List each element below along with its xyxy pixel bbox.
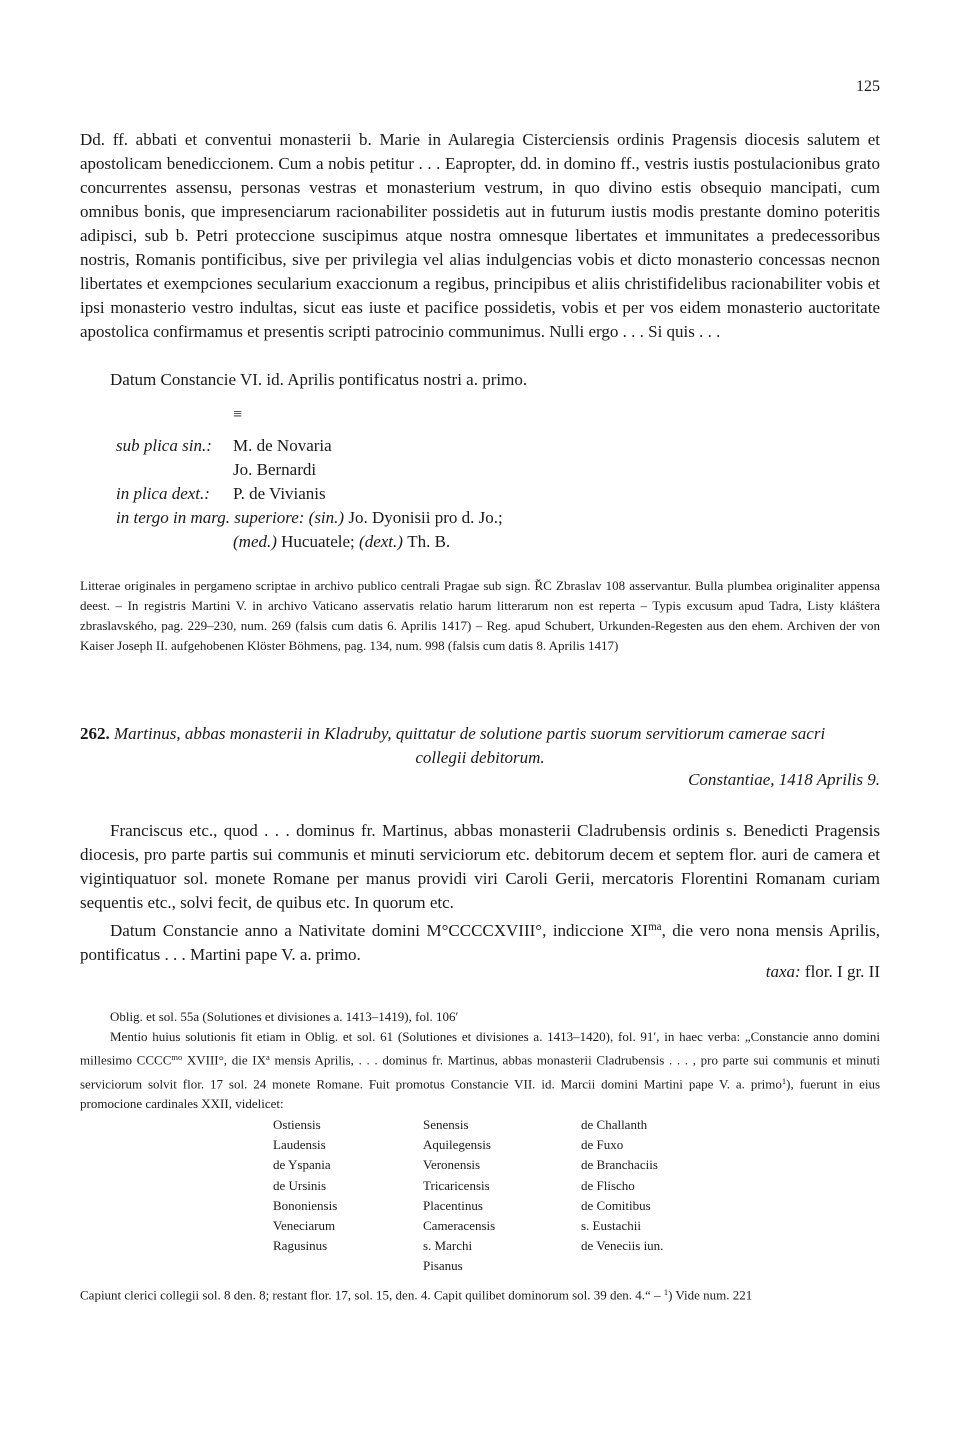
- cardinal-name: de Veneciis iun.: [581, 1238, 664, 1254]
- plica-value: P. de Vivianis: [233, 484, 326, 503]
- document-title: Martinus, abbas monasterii in Kladruby, quittatur de solutione partis suorum servitiorum camerae sacri: [114, 724, 826, 743]
- taxa-value: flor. I gr. II: [804, 962, 880, 981]
- cardinal-name: Aquilegensis: [423, 1137, 491, 1153]
- plica-value: M. de Novaria: [233, 436, 332, 455]
- equivalence-mark: ≡: [233, 406, 243, 423]
- plica-label: in tergo in marg. superiore: (sin.): [116, 508, 345, 527]
- plica-row: [116, 458, 503, 482]
- cardinal-name: s. Eustachii: [581, 1218, 641, 1234]
- page-number: 125: [856, 78, 880, 95]
- cardinal-name: de Flischo: [581, 1177, 635, 1193]
- cardinal-name: Veronensis: [423, 1157, 481, 1173]
- doc2-heading: [80, 722, 880, 770]
- cardinal-name: Bononiensis: [273, 1197, 338, 1213]
- cardinal-name: Cameracensis: [423, 1218, 496, 1234]
- taxa-label: taxa:: [765, 962, 801, 981]
- doc1-paragraph-2: Datum Constancie VI. id. Aprilis pontificatus nostri a. primo.: [110, 370, 528, 389]
- cardinal-name: de Fuxo: [581, 1137, 624, 1153]
- cardinal-name: de Ursinis: [273, 1177, 327, 1193]
- page: [80, 0, 880, 1447]
- plica-label: in plica dext.:: [116, 484, 210, 503]
- doc1-paragraph-1: Dd. ff. abbati et conventui monasterii b. Marie in Aularegia Cisterciensis ordinis Pragensis diocesis salutem et apostolicam benediccionem. Cum a nobis petitur . . . Eapropter, dd. in domino ff., vestris iustis postulacionibus grato concurrentes assensu, personas vestras et monasterium vestrum, in quo divino estis obsequio mancipati, cum omnibus bonis, que impresenciarum racionabiliter possidetis aut in futurum iustis modis prestante domino poteritis adipisci, sub b. Petri proteccione suscipimus atque nostra omnesque libertates et immunitates a predecessoribus nostris, Romanis pontificibus, sive per privilegia vel alias indulgencias vobis et dicto monasterio concessas necnon libertates et exempciones secularium exaccionum a regibus, principibus et aliis christifidelibus racionabiliter vobis et ipsi monasterio vestro indultas, sicut eas iuste et pacifice possidetis, vobis et per vos eidem monasterio auctoritate apostolica confirmamus et presentis scripti patrocinio communimus. Nulli ergo . . . Si quis . . .: [80, 130, 880, 341]
- plica-notes: [116, 434, 503, 554]
- cardinal-name: Tricaricensis: [423, 1177, 490, 1193]
- plica-label: sub plica sin.:: [116, 436, 212, 455]
- doc2-note-2: Mentio huius solutionis fit etiam in Oblig. et sol. 61 (Solutiones et divisiones a. 1413–1420), fol. 91′, in haec verba: „Constancie anno domini millesimo $CCCC^{mo}$ XVIII°, die $IX^a$ mensis Aprilis, . . . dominus fr. Martinus, abbas monasterii Cladrubensis . . . , pro parte sui communis et minuti serviciorum solvit flor. 17 sol. 24 monete Romane. Fuit promotus Constancie VII. id. Marcii domini Martini pape V. a. primo$^1$), fuerunt in eius promocione cardinales XXII, videlicet:: [80, 1029, 881, 1112]
- cardinal-name: Ostiensis: [273, 1117, 321, 1132]
- cardinal-name: de Challanth: [581, 1117, 648, 1132]
- cardinal-name: Veneciarum: [273, 1218, 336, 1234]
- doc2-paragraph-1: Franciscus etc., quod . . . dominus fr. Martinus, abbas monasterii Cladrubensis ordinis s. Benedicti Pragensis diocesis, pro parte partis sui communis et minuti serviciorum etc. debitorum decem et septem flor. auri de camera et vigintiquatuor sol. monete Romane per manus providi viri Caroli Gerii, mercatoris Florentini Romanam curiam sequentis etc., solvi fecit, de quibus etc. In quorum etc.: [80, 821, 880, 912]
- cardinal-name: Ragusinus: [273, 1238, 328, 1254]
- doc2-final-note: Capiunt clerici collegii sol. 8 den. 8; restant flor. 17, sol. 15, den. 4. Capit quilibet dominorum sol. 39 den. 4.“ – $^1$) Vide num. 221: [80, 1287, 753, 1303]
- cardinal-name: de Branchaciis: [581, 1157, 658, 1173]
- plica-label: (dext.): [359, 532, 403, 551]
- plica-value: Th. B.: [407, 532, 451, 551]
- cardinals-column-2: [423, 1115, 581, 1277]
- document-number: 262.: [80, 724, 110, 743]
- plica-row: [116, 434, 503, 458]
- cardinals-list: [273, 1115, 663, 1277]
- plica-label: (med.): [233, 532, 277, 551]
- cardinal-name: s. Marchi: [423, 1238, 473, 1254]
- cardinals-column-3: [581, 1115, 663, 1277]
- cardinals-column-1: [273, 1115, 423, 1277]
- cardinal-name: de Comitibus: [581, 1197, 651, 1213]
- plica-value: Jo. Dyonisii pro d. Jo.;: [348, 508, 503, 527]
- place-date: Constantiae, 1418 Aprilis 9.: [688, 770, 880, 789]
- plica-row: [116, 506, 503, 530]
- cardinal-name: Senensis: [423, 1117, 469, 1132]
- doc1-apparatus-note: Litterae originales in pergameno scriptae in archivo publico centrali Pragae sub sign. ŘC Zbraslav 108 asservantur. Bulla plumbea originaliter appensa deest. – In registris Martini V. in archivo Vaticano asservatis relatio harum litterarum non est reperta – Typis excusum apud Tadra, Listy kláštera zbraslavského, pag. 229–230, num. 269 (falsis cum datis 6. Aprilis 1417) – Reg. apud Schubert, Urkunden-Regesten aus den ehem. Archiven der von Kaiser Joseph II. aufgehobenen Klöster Böhmens, pag. 134, num. 998 (falsis cum datis 8. Aprilis 1417): [80, 578, 880, 653]
- cardinal-name: Pisanus: [423, 1258, 463, 1274]
- plica-value: Hucuatele;: [281, 532, 355, 551]
- plica-row: [116, 482, 503, 506]
- doc2-note-1: Oblig. et sol. 55a (Solutiones et divisiones a. 1413–1419), fol. 106′: [110, 1009, 459, 1024]
- plica-row: [116, 530, 503, 554]
- plica-value: Jo. Bernardi: [233, 460, 317, 479]
- doc2-paragraph-2: Datum Constancie anno a Nativitate domini M°CCCCXVIII°, indiccione $XI^{ma}$, die vero nona mensis Aprilis, pontificatus . . . Martini pape V. a. primo.: [80, 921, 881, 965]
- taxa: [766, 962, 880, 982]
- cardinal-name: Laudensis: [273, 1137, 326, 1153]
- cardinal-name: Placentinus: [423, 1197, 483, 1213]
- cardinal-name: de Yspania: [273, 1157, 331, 1173]
- document-title-continued: collegii debitorum.: [415, 748, 545, 767]
